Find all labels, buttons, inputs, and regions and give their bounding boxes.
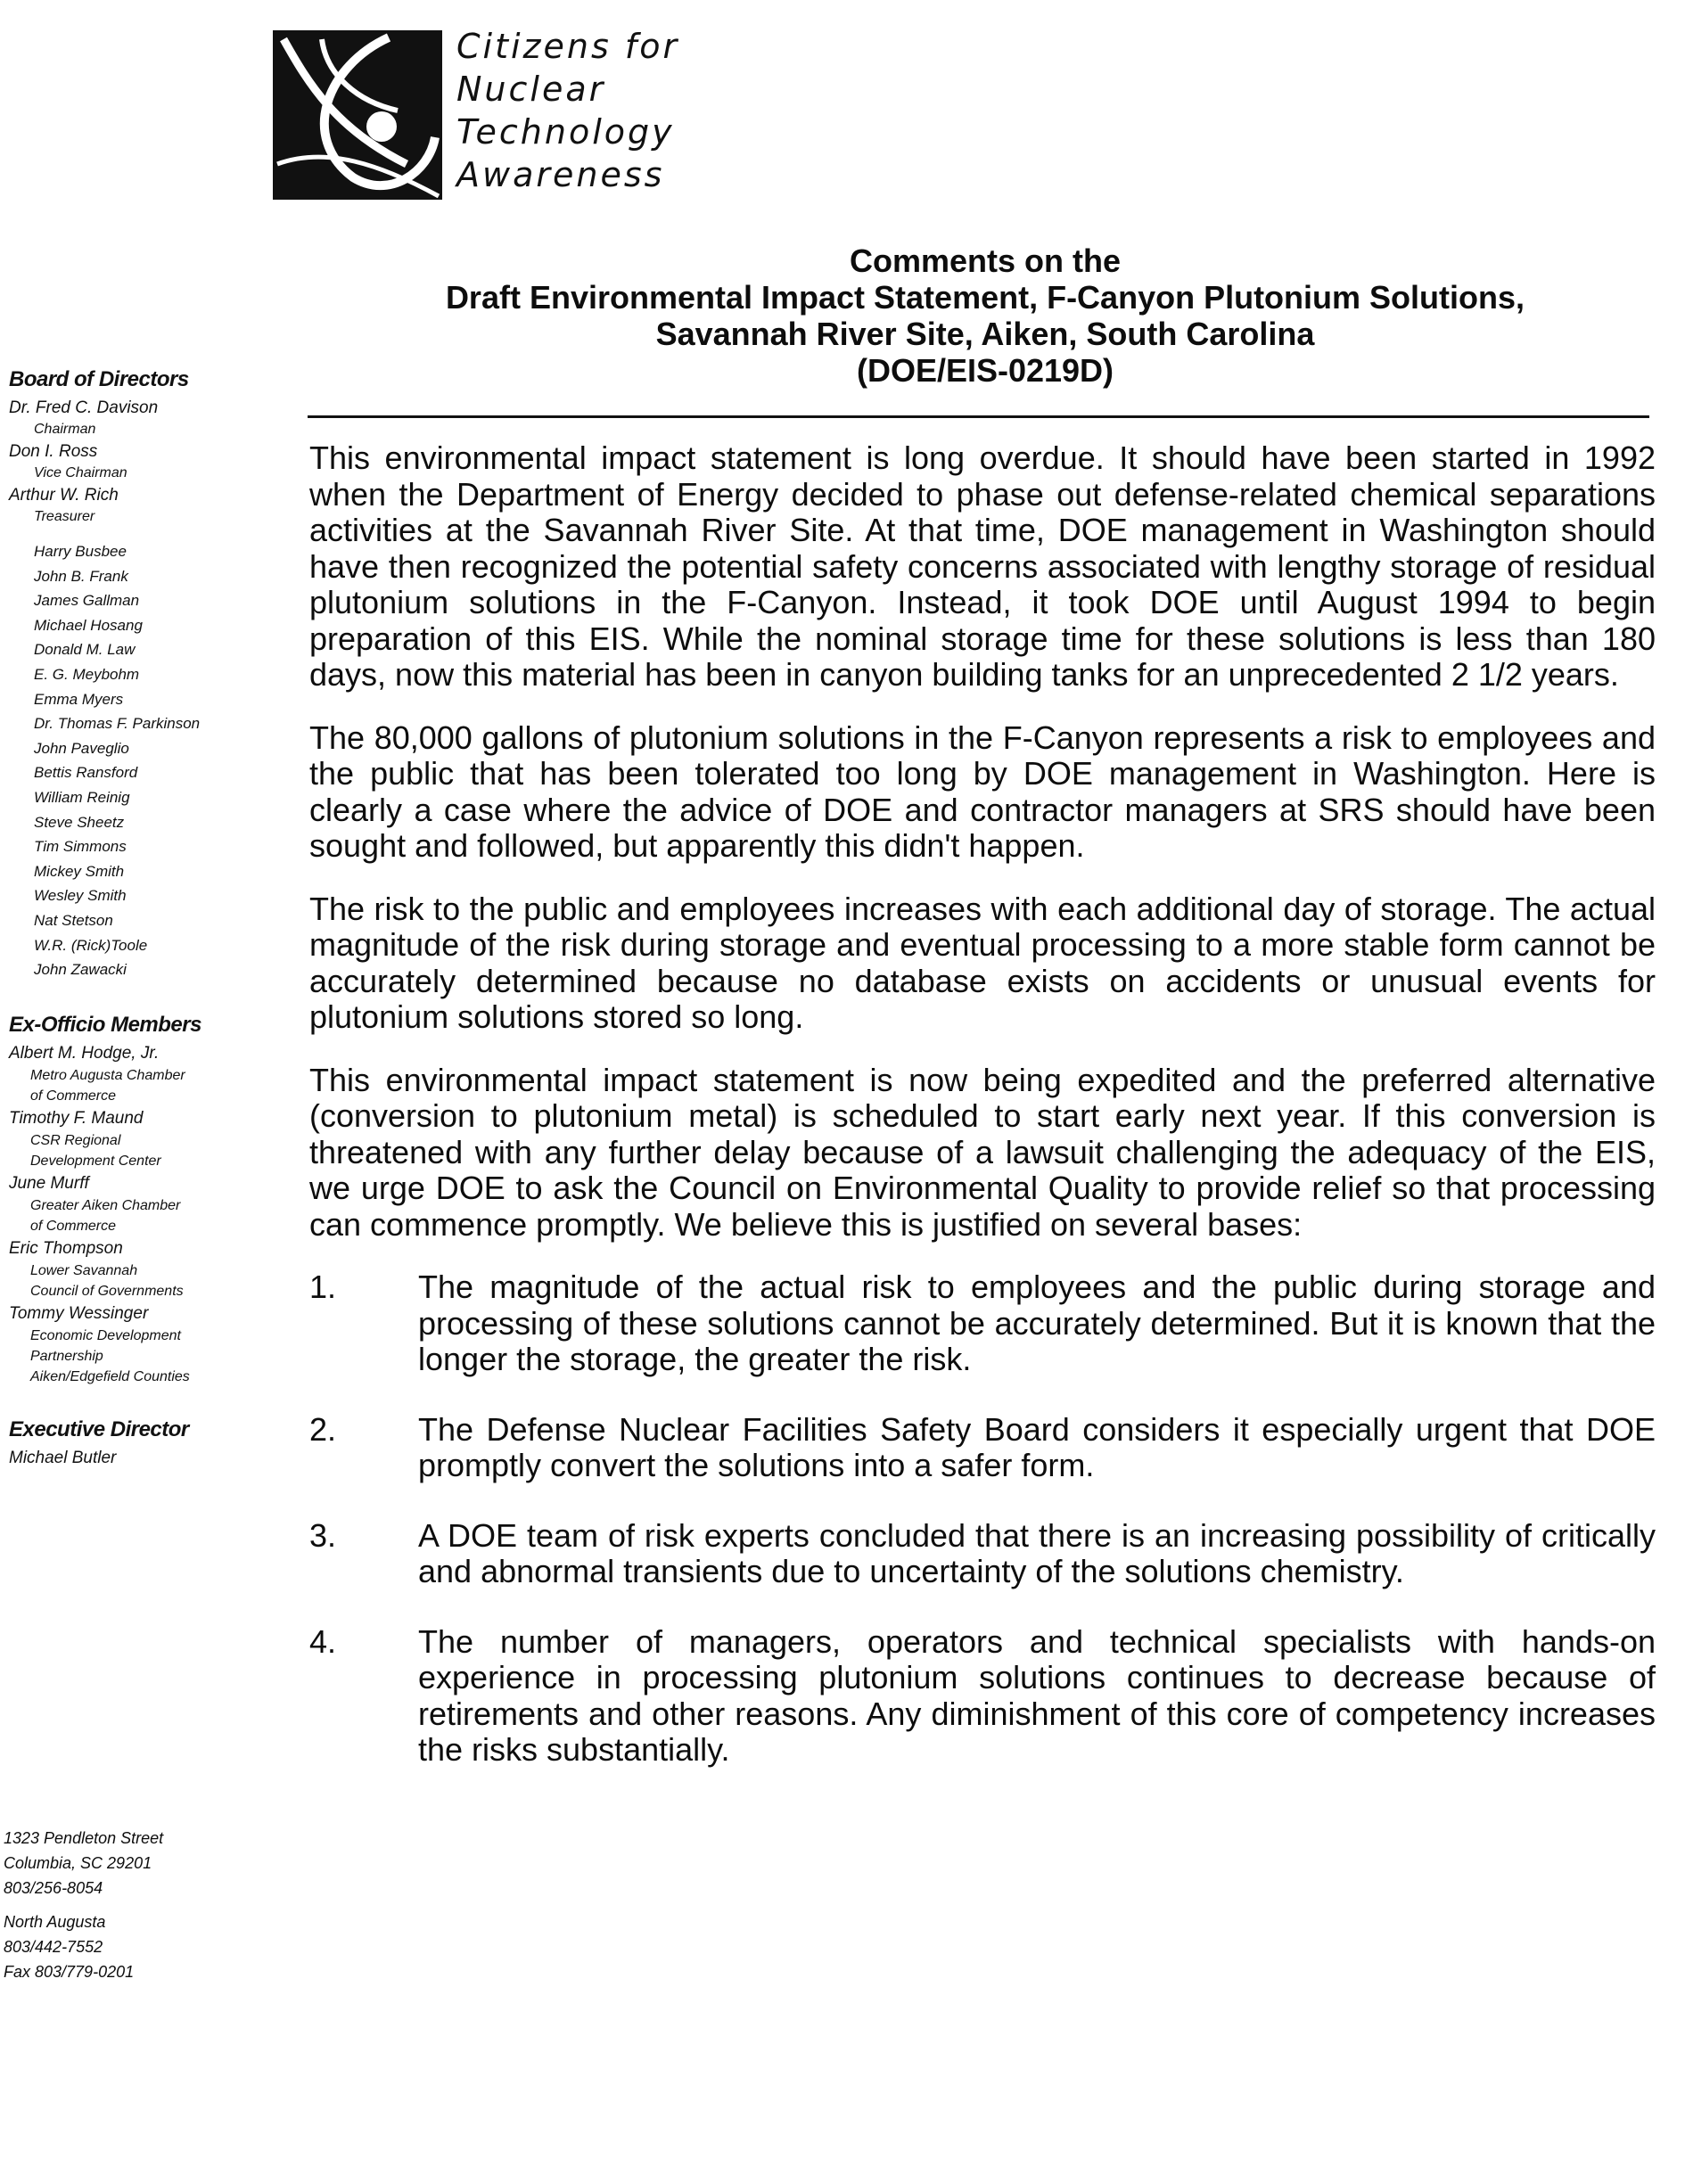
- org-name-line: Technology: [456, 112, 675, 152]
- ex-officio-name: Tommy Wessinger: [9, 1303, 149, 1323]
- board-member: Nat Stetson: [34, 911, 113, 929]
- ex-officio-org: Lower Savannah: [30, 1262, 138, 1278]
- address-line: 803/256-8054: [4, 1879, 103, 1897]
- board-member: Tim Simmons: [34, 838, 127, 856]
- body-paragraph: This environmental impact statement is now being expedited and the preferred alternative (conversion to plutonium metal) is scheduled to start early next year. If this conversion is threatened with any further delay because of a lawsuit challenging the adequacy of the EIS, we urge DOE to ask the Council on Environmental Quality to provide relief so that processing can commence promptly. We believe this is justified on several bases:: [309, 1061, 1656, 1243]
- officer-name: Don I. Ross: [9, 442, 98, 461]
- numbered-item: [309, 1624, 1656, 1769]
- executive-director-name: Michael Butler: [9, 1448, 117, 1467]
- executive-director-heading: Executive Director: [9, 1416, 189, 1441]
- numbered-item: [309, 1269, 1656, 1378]
- officer-name: Dr. Fred C. Davison: [9, 398, 159, 417]
- contact-address: [4, 1826, 253, 1984]
- ex-officio-org: Metro Augusta Chamber: [30, 1067, 185, 1083]
- title-divider: [308, 415, 1649, 418]
- ex-officio-org: of Commerce: [30, 1088, 117, 1104]
- board-member: Steve Sheetz: [34, 813, 125, 831]
- item-number: 2.: [309, 1410, 337, 1448]
- ex-officio-org: Economic Development: [30, 1327, 181, 1343]
- title-line: Savannah River Site, Aiken, South Carolina: [655, 316, 1315, 352]
- body-paragraph: This environmental impact statement is long overdue. It should have been started in 1992 when the Department of Energy decided to phase out defense-related chemical separations activities at the Savannah River Site. At that time, DOE management in Washington should have then recognized the potential safety concerns associated with lengthy storage of residual plutonium solutions in the F-Canyon. Instead, it took DOE until August 1994 to begin preparation of this EIS. While the nominal storage time for these solutions is less than 180 days, now this material has been in canyon building tanks for an unprecedented 2 1/2 years.: [309, 439, 1656, 693]
- item-text: The Defense Nuclear Facilities Safety Board considers it especially urgent that DOE promptly convert the solutions into a safer form.: [418, 1410, 1656, 1483]
- address-line: Columbia, SC 29201: [4, 1854, 152, 1872]
- board-member: Harry Busbee: [34, 543, 127, 560]
- address-line: 1323 Pendleton Street: [4, 1829, 164, 1847]
- item-number: 1.: [309, 1269, 337, 1305]
- ex-officio-org: of Commerce: [30, 1218, 117, 1234]
- ex-officio-org: Aiken/Edgefield Counties: [30, 1368, 190, 1384]
- board-heading: Board of Directors: [9, 367, 189, 391]
- title-line: (DOE/EIS-0219D): [856, 352, 1114, 389]
- board-member: William Reinig: [34, 788, 130, 806]
- ex-officio-heading: Ex-Officio Members: [9, 1012, 201, 1037]
- title-line: Comments on the: [849, 242, 1121, 279]
- organization-name: [456, 25, 679, 196]
- item-text: The number of managers, operators and technical specialists with hands-on experience in processing plutonium solutions continues to decrease because of retirements and other reasons. Any diminishment of this core of competency increases the risks substantially.: [418, 1622, 1656, 1768]
- board-member: Bettis Ransford: [34, 764, 138, 782]
- ex-officio-org: Greater Aiken Chamber: [30, 1197, 181, 1213]
- ex-officio-org: Development Center: [30, 1153, 161, 1169]
- item-number: 4.: [309, 1622, 337, 1660]
- address-line: North Augusta: [4, 1913, 106, 1931]
- board-member: Mickey Smith: [34, 862, 125, 880]
- organization-logo: [273, 30, 442, 200]
- board-member: John B. Frank: [34, 567, 128, 585]
- org-name-line: Citizens for: [456, 27, 680, 66]
- item-text: A DOE team of risk experts concluded that there is an increasing possibility of critically and abnormal transients due to uncertainty of the solutions chemistry.: [418, 1516, 1656, 1589]
- ex-officio-name: Albert M. Hodge, Jr.: [9, 1043, 160, 1063]
- board-member: Donald M. Law: [34, 641, 136, 659]
- board-sidebar: [9, 364, 276, 1470]
- board-member: Dr. Thomas F. Parkinson: [34, 715, 201, 733]
- org-name-line: Nuclear: [456, 70, 606, 109]
- board-member: John Zawacki: [34, 961, 127, 979]
- item-text: The magnitude of the actual risk to employees and the public during storage and processing of these solutions cannot be accurately determined. But it is known that the longer the storage, the greater the risk.: [418, 1269, 1656, 1377]
- ex-officio-name: Eric Thompson: [9, 1238, 123, 1258]
- board-member: E. G. Meybohm: [34, 665, 140, 683]
- body-paragraph: The risk to the public and employees increases with each additional day of storage. The actual magnitude of the risk during storage and eventual processing to a more stable form cannot be accurately determined because no database exists on accidents or unusual events for plutonium solutions stored so long.: [309, 890, 1656, 1035]
- board-member: W.R. (Rick)Toole: [34, 936, 148, 954]
- ex-officio-name: Timothy F. Maund: [9, 1108, 144, 1128]
- comment-body: [309, 440, 1656, 1802]
- title-line: Draft Environmental Impact Statement, F-Canyon Plutonium Solutions,: [445, 279, 1525, 316]
- numbered-item: [309, 1518, 1656, 1590]
- board-member: Michael Hosang: [34, 616, 143, 634]
- officer-name: Arthur W. Rich: [9, 486, 119, 505]
- board-member: Wesley Smith: [34, 887, 127, 905]
- body-paragraph: The 80,000 gallons of plutonium solutions in the F-Canyon represents a risk to employees and the public that has been tolerated too long by DOE management in Washington. Here is clearly a case where the advice of DOE and contractor managers at SRS should have been sought and followed, but apparently this didn't happen.: [309, 718, 1656, 864]
- officer-title: Chairman: [34, 422, 96, 437]
- item-number: 3.: [309, 1516, 337, 1554]
- board-member: Emma Myers: [34, 690, 124, 708]
- ex-officio-org: Council of Governments: [30, 1283, 184, 1299]
- ex-officio-name: June Murff: [9, 1173, 89, 1193]
- address-line: Fax 803/779-0201: [4, 1963, 135, 1981]
- officer-title: Vice Chairman: [34, 465, 127, 480]
- ex-officio-org: CSR Regional: [30, 1132, 121, 1148]
- board-member: John Paveglio: [34, 739, 129, 757]
- numbered-item: [309, 1412, 1656, 1484]
- document-title: [303, 242, 1667, 389]
- ex-officio-org: Partnership: [30, 1348, 103, 1364]
- officer-title: Treasurer: [34, 509, 95, 524]
- org-name-line: Awareness: [456, 155, 665, 194]
- address-line: 803/442-7552: [4, 1938, 103, 1956]
- board-member: James Gallman: [34, 592, 140, 610]
